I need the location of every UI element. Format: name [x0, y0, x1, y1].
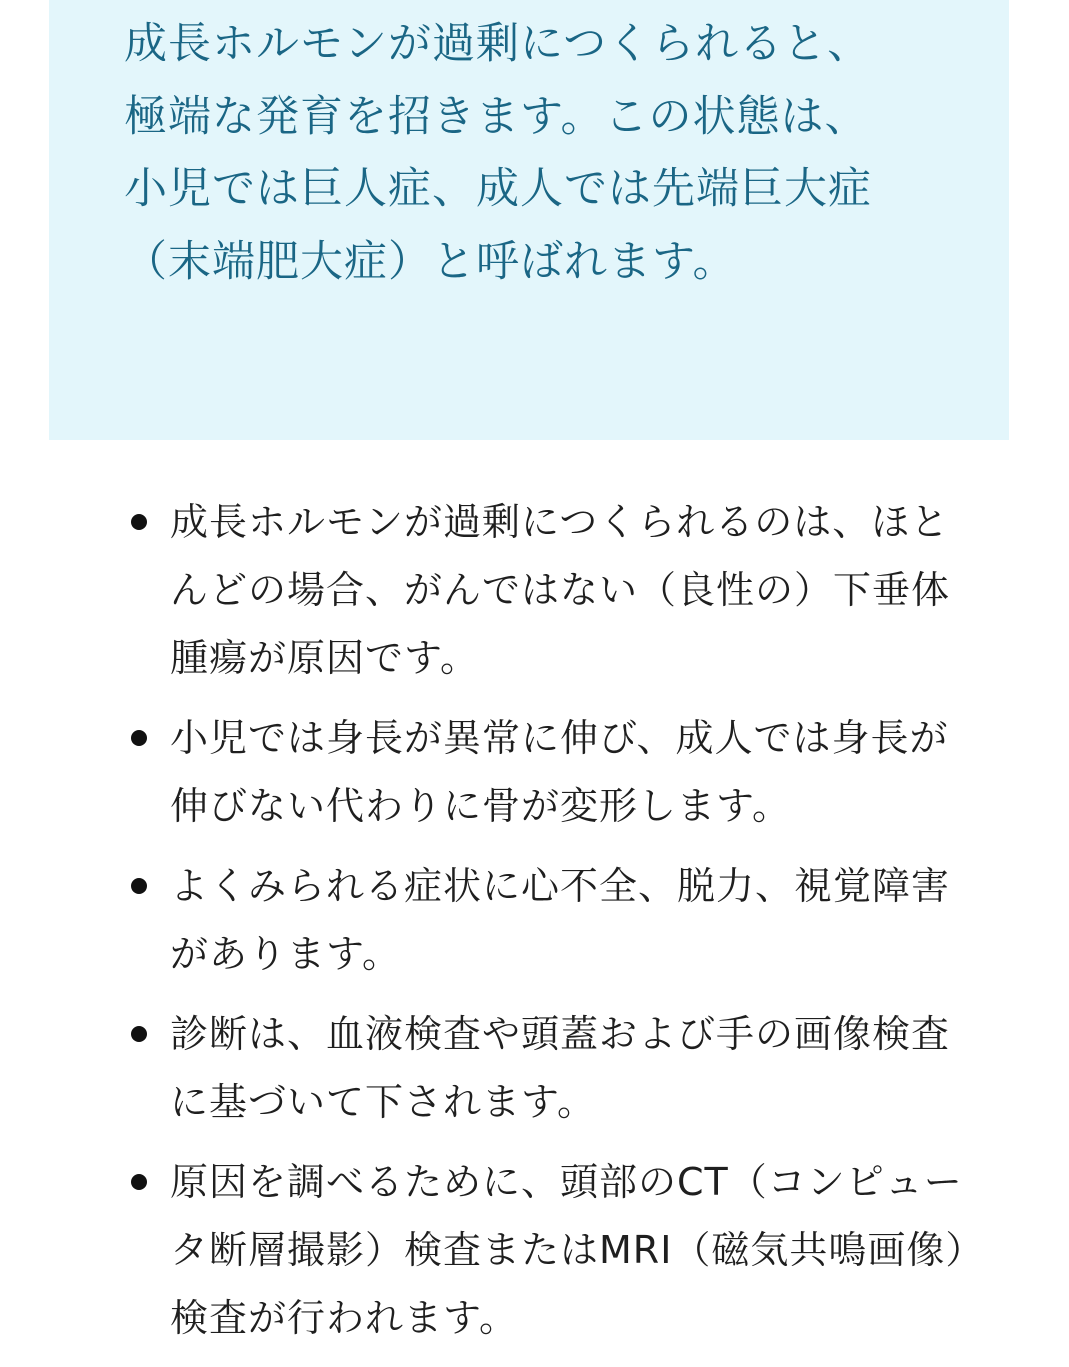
list-item: [0, 852, 980, 988]
list-item-text: 成長ホルモンが過剰につくられるのは、ほとんどの場合、がんではない（良性の）下垂体腫瘍が原因です。: [170, 500, 951, 680]
list-item: [0, 488, 980, 692]
list-item-text: 診断は、血液検査や頭蓋および手の画像検査に基づいて下されます。: [170, 1012, 951, 1124]
key-points-list: [0, 488, 1069, 1364]
list-item-text: 小児では身長が異常に伸び、成人では身長が伸びない代わりに骨が変形します。: [170, 716, 949, 828]
bullet-dot-icon: [131, 1174, 147, 1190]
bullet-dot-icon: [131, 514, 147, 530]
bullet-dot-icon: [131, 1026, 147, 1042]
list-item-text: 原因を調べるために、頭部のCT（コンピュータ断層撮影）検査またはMRI（磁気共鳴画像）検査が行われます。: [170, 1160, 966, 1340]
list-item: [0, 1148, 980, 1352]
bullet-dot-icon: [131, 730, 147, 746]
summary-callout: [49, 0, 1009, 440]
bullet-dot-icon: [131, 878, 147, 894]
list-item: [0, 1000, 980, 1136]
list-item-text: よくみられる症状に心不全、脱力、視覚障害があります。: [170, 864, 951, 976]
list-item: [0, 704, 980, 840]
callout-text: 成長ホルモンが過剰につくられると、極端な発育を招きます。この状態は、小児では巨人症、成人では先端巨大症（末端肥大症）と呼ばれます。: [124, 19, 872, 287]
